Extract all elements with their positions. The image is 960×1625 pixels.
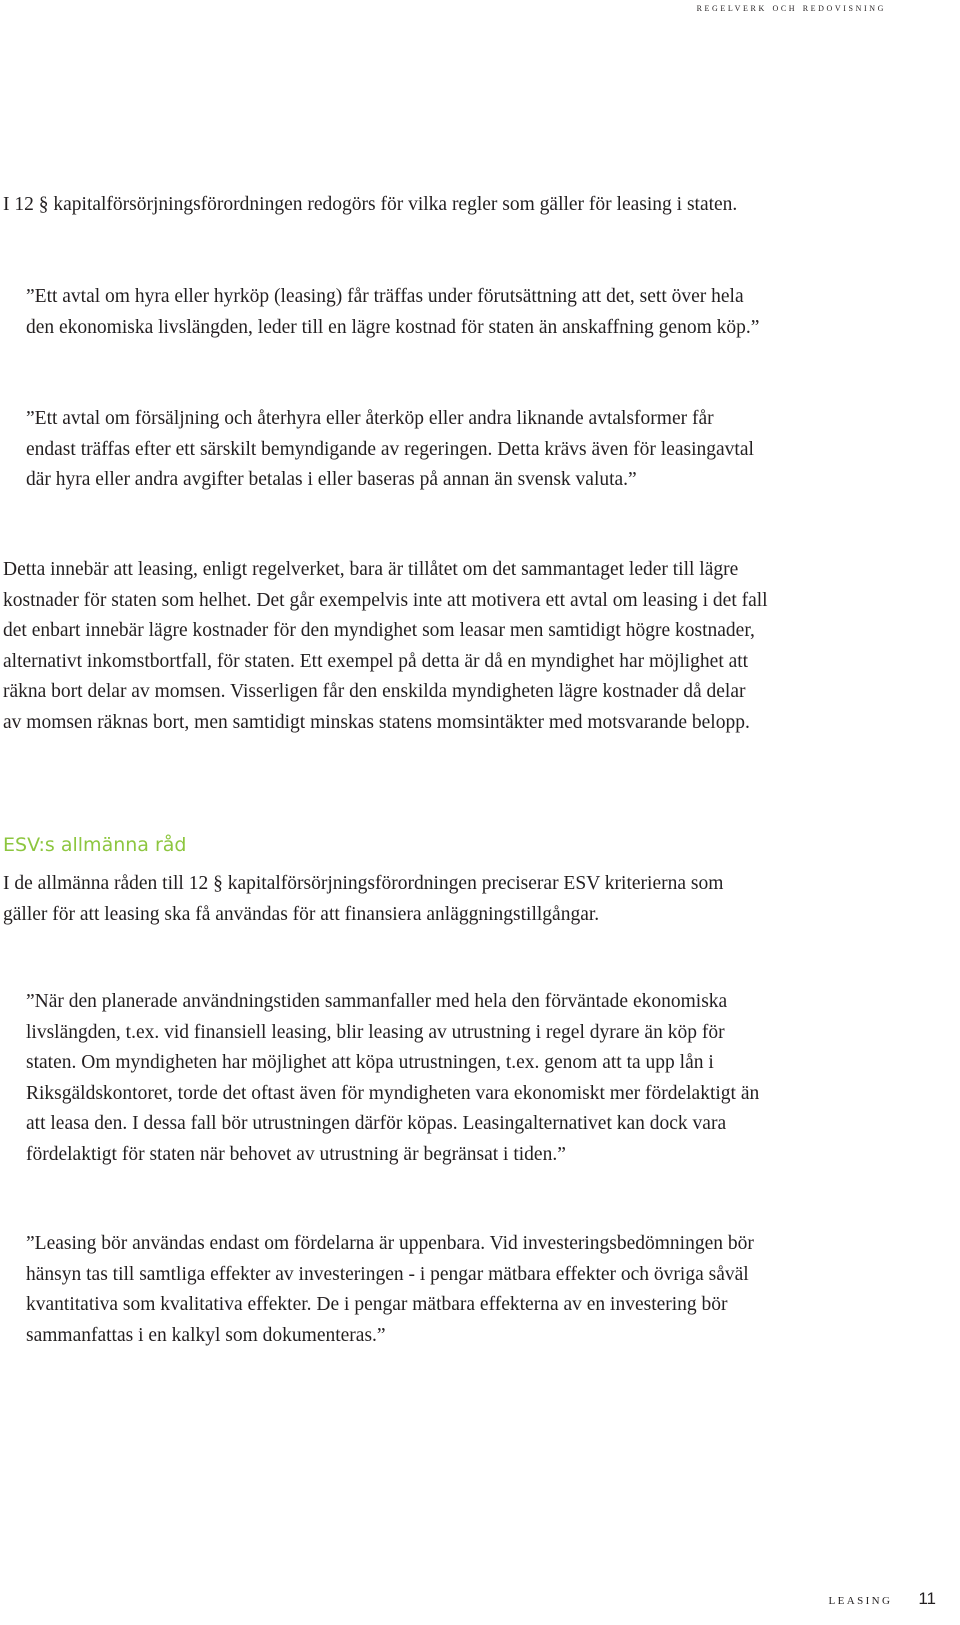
- footer-label: leasing: [828, 1591, 893, 1608]
- quote-paragraph-2: ”Ett avtal om försäljning och återhyra eller återköp eller andra liknande avtalsformer får endast träffas efter ett särskilt bemyndigande av regeringen. Detta krävs även för leasingavtal där hyra eller andra avgifter betalas i eller baseras på annan än svensk valuta.”: [26, 408, 754, 490]
- quote-paragraph-4: ”Leasing bör användas endast om fördelarna är uppenbara. Vid investeringsbedömningen bör hänsyn tas till samtliga effekter av investeringen - i pengar mätbara effekter och övriga såväl kvantitativa som kvalitativa effekter. De i pengar mätbara effekterna av en investering bör sammanfattas i en kalkyl som dokumenteras.”: [26, 1233, 754, 1346]
- body-paragraph-2: I de allmänna råden till 12 § kapitalförsörjningsförordningen preciserar ESV kriterierna som gäller för att leasing ska få användas för att finansiera anläggningstillgångar.: [3, 873, 724, 925]
- quote-paragraph-3: ”När den planerade användningstiden sammanfaller med hela den förväntade ekonomiska livslängden, t.ex. vid finansiell leasing, blir leasing av utrustning i regel dyrare än köp för staten. Om myndigheten har möjlighet att köpa utrustningen, t.ex. genom att ta upp lån i Riksgäldskontoret, torde det oftast även för myndigheten vara ekonomiskt mer fördelaktigt än att leasa den. I dessa fall bör utrustningen därför köpas. Leasingalternativet kan dock vara fördelaktigt för staten när behovet av utrustning är begränsat i tiden.”: [26, 991, 760, 1165]
- body-paragraph-1: Detta innebär att leasing, enligt regelverket, bara är tillåtet om det sammantaget leder till lägre kostnader för staten som helhet. Det går exempelvis inte att motivera ett avtal om leasing i det fall det enbart innebär lägre kostnader för den myndighet som leasar men samtidigt högre kostnader, alternativt inkomstbortfall, för staten. Ett exempel på detta är då en myndighet har möjlighet att räkna bort delar av momsen. Visserligen får den enskilda myndigheten lägre kostnader då delar av momsen räknas bort, men samtidigt minskas statens momsintäkter med motsvarande belopp.: [3, 559, 768, 733]
- intro-paragraph: I 12 § kapitalförsörjningsförordningen redogörs för vilka regler som gäller för leasing i staten.: [3, 194, 738, 215]
- page-footer: [828, 1589, 936, 1609]
- section-heading: ESV:s allmänna råd: [3, 834, 187, 856]
- running-head: regelverk och redovisning: [696, 0, 886, 14]
- page-number: 11: [918, 1589, 936, 1608]
- quote-paragraph-1: ”Ett avtal om hyra eller hyrköp (leasing) får träffas under förutsättning att det, sett över hela den ekonomiska livslängden, leder till en lägre kostnad för staten än anskaffning genom köp.”: [26, 286, 760, 338]
